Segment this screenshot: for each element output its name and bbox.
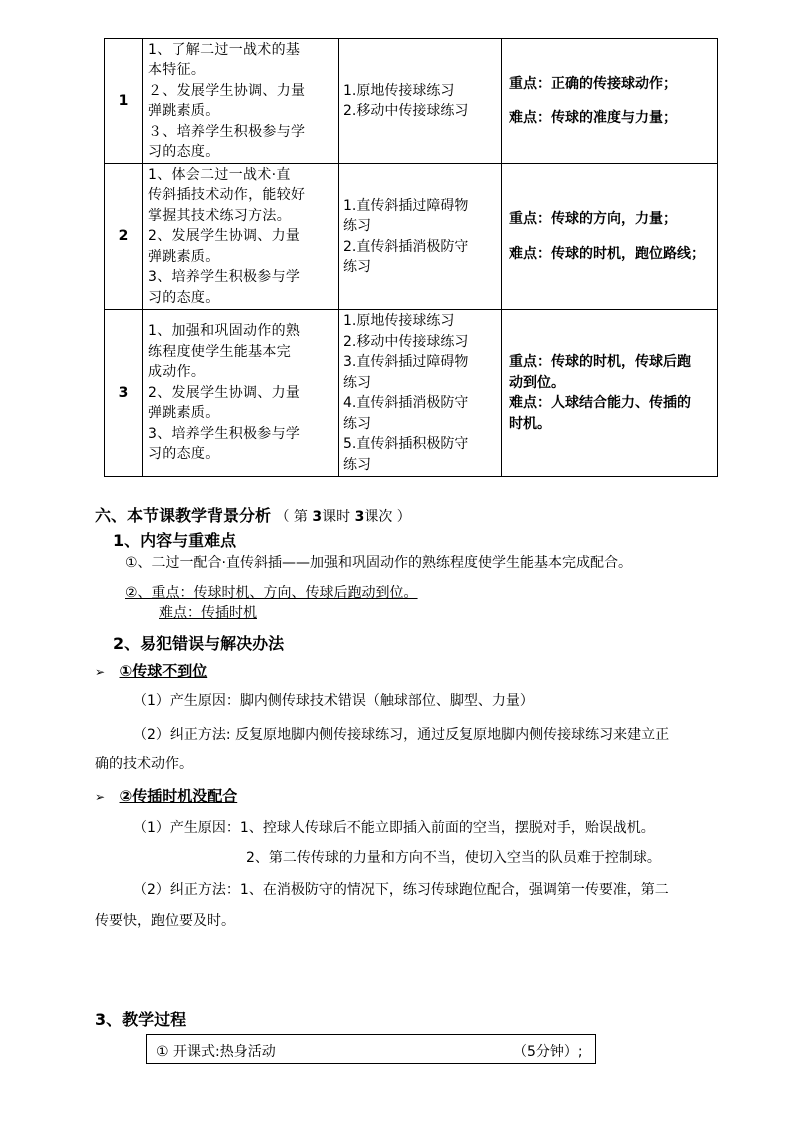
difficulty-line: 难点：传插时机 (159, 605, 257, 621)
process-step-time: （5分钟）; (513, 1044, 583, 1060)
arrow-bullet-icon: ➢ (95, 790, 106, 804)
error-cause-cont: 2、第二传传球的力量和方向不当，使切入空当的队员难于控制球。 (246, 850, 661, 866)
table-row (105, 164, 718, 310)
key-point-line: ②、重点：传球时机、方向、传球后跑动到位。 (125, 585, 418, 601)
lesson-count: 3 (354, 509, 365, 525)
error-fix: （2）纠正方法: 反复原地脚内侧传接球练习，通过反复原地脚内侧传接球练习来建立正 (133, 727, 670, 743)
lesson-goals: 1、了解二过一战术的基 本特征。 ２、发展学生协调、力量 弹跳素质。 ３、培养学生积极参与学 习的态度。 (143, 39, 339, 164)
section-heading (95, 503, 411, 526)
process-step-box (146, 1034, 596, 1064)
error-cause: （1）产生原因：脚内侧传球技术错误（触球部位、脚型、力量） (133, 693, 534, 709)
error-fix-cont: 确的技术动作。 (95, 756, 193, 772)
lesson-goals: 1、加强和巩固动作的熟 练程度使学生能基本完 成动作。 2、发展学生协调、力量 弹跳素质。 3、培养学生积极参与学 习的态度。 (143, 310, 339, 477)
error-fix-cont: 传要快，跑位要及时。 (95, 913, 235, 929)
arrow-bullet-icon: ➢ (95, 665, 106, 679)
lesson-content: 1.原地传接球练习 2.移动中传接球练习 (339, 39, 502, 164)
subheading-process: 3、教学过程 (95, 1010, 187, 1029)
error-cause: （1）产生原因：1、控球人传球后不能立即插入前面的空当，摆脱对手，贻误战机。 (133, 820, 655, 836)
lesson-goals: 1、体会二过一战术·直 传斜插技术动作，能较好 掌握其技术练习方法。 2、发展学生协调、力量 弹跳素质。 3、培养学生积极参与学 习的态度。 (143, 164, 339, 310)
lesson-number: 1 (105, 39, 143, 164)
content-line: ①、二过一配合·直传斜插——加强和巩固动作的熟练程度使学生能基本完成配合。 (125, 555, 632, 571)
section-note-close: 课次 ） (364, 509, 411, 525)
error-fix: （2）纠正方法：1、在消极防守的情况下，练习传球跑位配合，强调第一传要准，第二 (133, 882, 669, 898)
table-row (105, 310, 718, 477)
lesson-number: 3 (105, 310, 143, 477)
section-note-open: （ 第 (275, 509, 308, 525)
process-step-label: ① 开课式:热身活动 (156, 1044, 276, 1060)
lesson-number: 2 (105, 164, 143, 310)
subheading-content: 1、内容与重难点 (113, 531, 237, 550)
error-title: ①传球不到位 (119, 662, 208, 680)
lesson-key-points: 重点：传球的方向，力量； 难点：传球的时机，跑位路线； (502, 164, 718, 310)
section-title: 六、本节课教学背景分析 (95, 506, 272, 525)
error-item (95, 660, 207, 681)
lesson-hours: 3 (312, 509, 323, 525)
lesson-content: 1.原地传接球练习 2.移动中传接球练习 3.直传斜插过障碍物 练习 4.直传斜插消极防守 练习 5.直传斜插积极防守 练习 (339, 310, 502, 477)
lesson-key-points: 重点：传球的时机，传球后跑 动到位。 难点：人球结合能力、传插的 时机。 (502, 310, 718, 477)
error-item (95, 785, 237, 806)
lesson-plan-table (104, 38, 718, 477)
lesson-key-points: 重点：正确的传接球动作； 难点：传球的准度与力量； (502, 39, 718, 164)
error-title: ②传插时机没配合 (119, 787, 238, 805)
table-row (105, 39, 718, 164)
lesson-content: 1.直传斜插过障碍物 练习 2.直传斜插消极防守 练习 (339, 164, 502, 310)
section-note-mid: 课时 (322, 509, 351, 525)
subheading-errors: 2、易犯错误与解决办法 (113, 634, 285, 653)
